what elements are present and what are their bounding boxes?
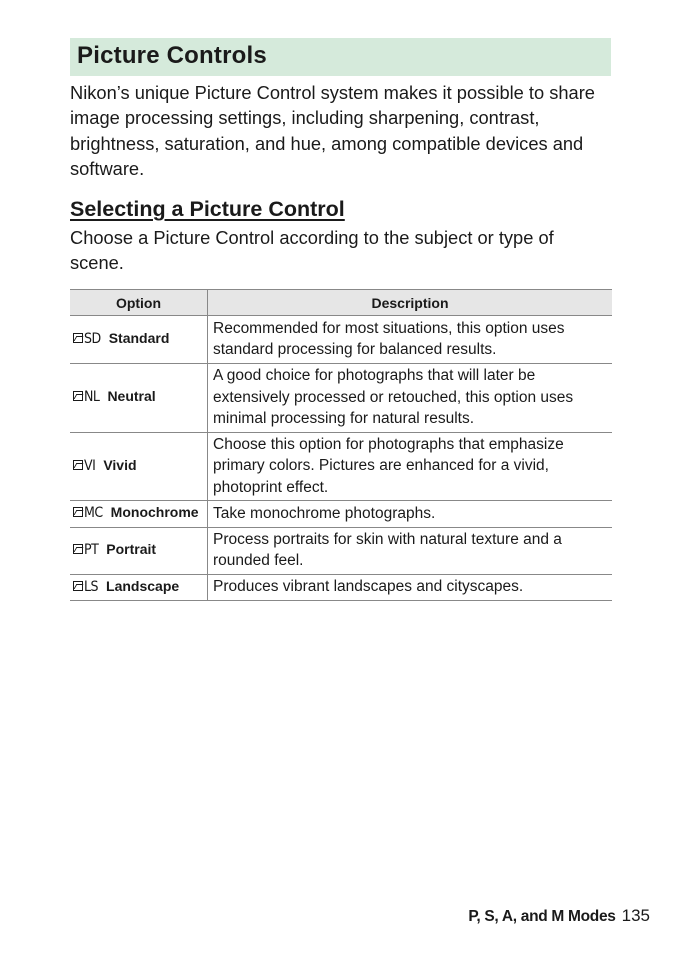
option-cell: [70, 316, 208, 364]
description-cell: Take monochrome photographs.: [208, 501, 613, 528]
option-name: Vivid: [103, 456, 137, 473]
description-cell: Process portraits for skin with natural texture and a rounded feel.: [208, 527, 613, 574]
option-header: Option: [70, 290, 208, 316]
page-number: 135: [621, 906, 650, 925]
option-name: Standard: [108, 329, 170, 346]
option-cell: [70, 364, 208, 433]
option-name: Landscape: [106, 577, 180, 594]
option-cell: [70, 574, 208, 601]
picture-control-vi-icon: VI: [73, 456, 95, 478]
option-cell: [70, 527, 208, 574]
footer-section-title: P, S, A, and M Modes: [468, 908, 616, 925]
picture-control-ls-icon: LS: [73, 577, 98, 599]
table-row: [70, 316, 612, 364]
heading-bar: [70, 38, 611, 76]
table-row: [70, 432, 612, 501]
picture-control-sd-icon: SD: [73, 329, 101, 351]
table-header-row: [70, 290, 612, 316]
table-row: [70, 501, 612, 528]
table-row: [70, 527, 612, 574]
table-row: [70, 364, 612, 433]
picture-control-pt-icon: PT: [73, 540, 98, 562]
picture-control-mc-icon: MC: [73, 503, 103, 525]
option-name: Portrait: [106, 540, 157, 557]
table-row: [70, 574, 612, 601]
description-cell: A good choice for photographs that will later be extensively processed or retouched, this option uses minimal processing for natural results.: [208, 364, 613, 433]
option-cell: [70, 432, 208, 501]
picture-control-table: [70, 289, 612, 601]
section-heading: Selecting a Picture Control: [70, 197, 345, 221]
section-paragraph: Choose a Picture Control according to the subject or type of scene.: [70, 227, 554, 274]
description-header: Description: [208, 290, 613, 316]
page-title: Picture Controls: [77, 42, 267, 69]
picture-control-nl-icon: NL: [73, 387, 99, 409]
option-cell: [70, 501, 208, 528]
intro-paragraph: Nikon’s unique Picture Control system makes it possible to share image processing settings, including sharpening, contrast, brightness, saturation, and hue, among compatible devices and software.: [70, 82, 595, 179]
option-name: Neutral: [107, 388, 156, 404]
description-cell: Produces vibrant landscapes and cityscapes.: [208, 574, 613, 601]
description-cell: Choose this option for photographs that emphasize primary colors. Pictures are enhanced for a vivid, photoprint effect.: [208, 432, 613, 501]
option-name: Monochrome: [110, 504, 199, 520]
description-cell: Recommended for most situations, this option uses standard processing for balanced results.: [208, 316, 613, 364]
page-footer: [468, 906, 650, 926]
